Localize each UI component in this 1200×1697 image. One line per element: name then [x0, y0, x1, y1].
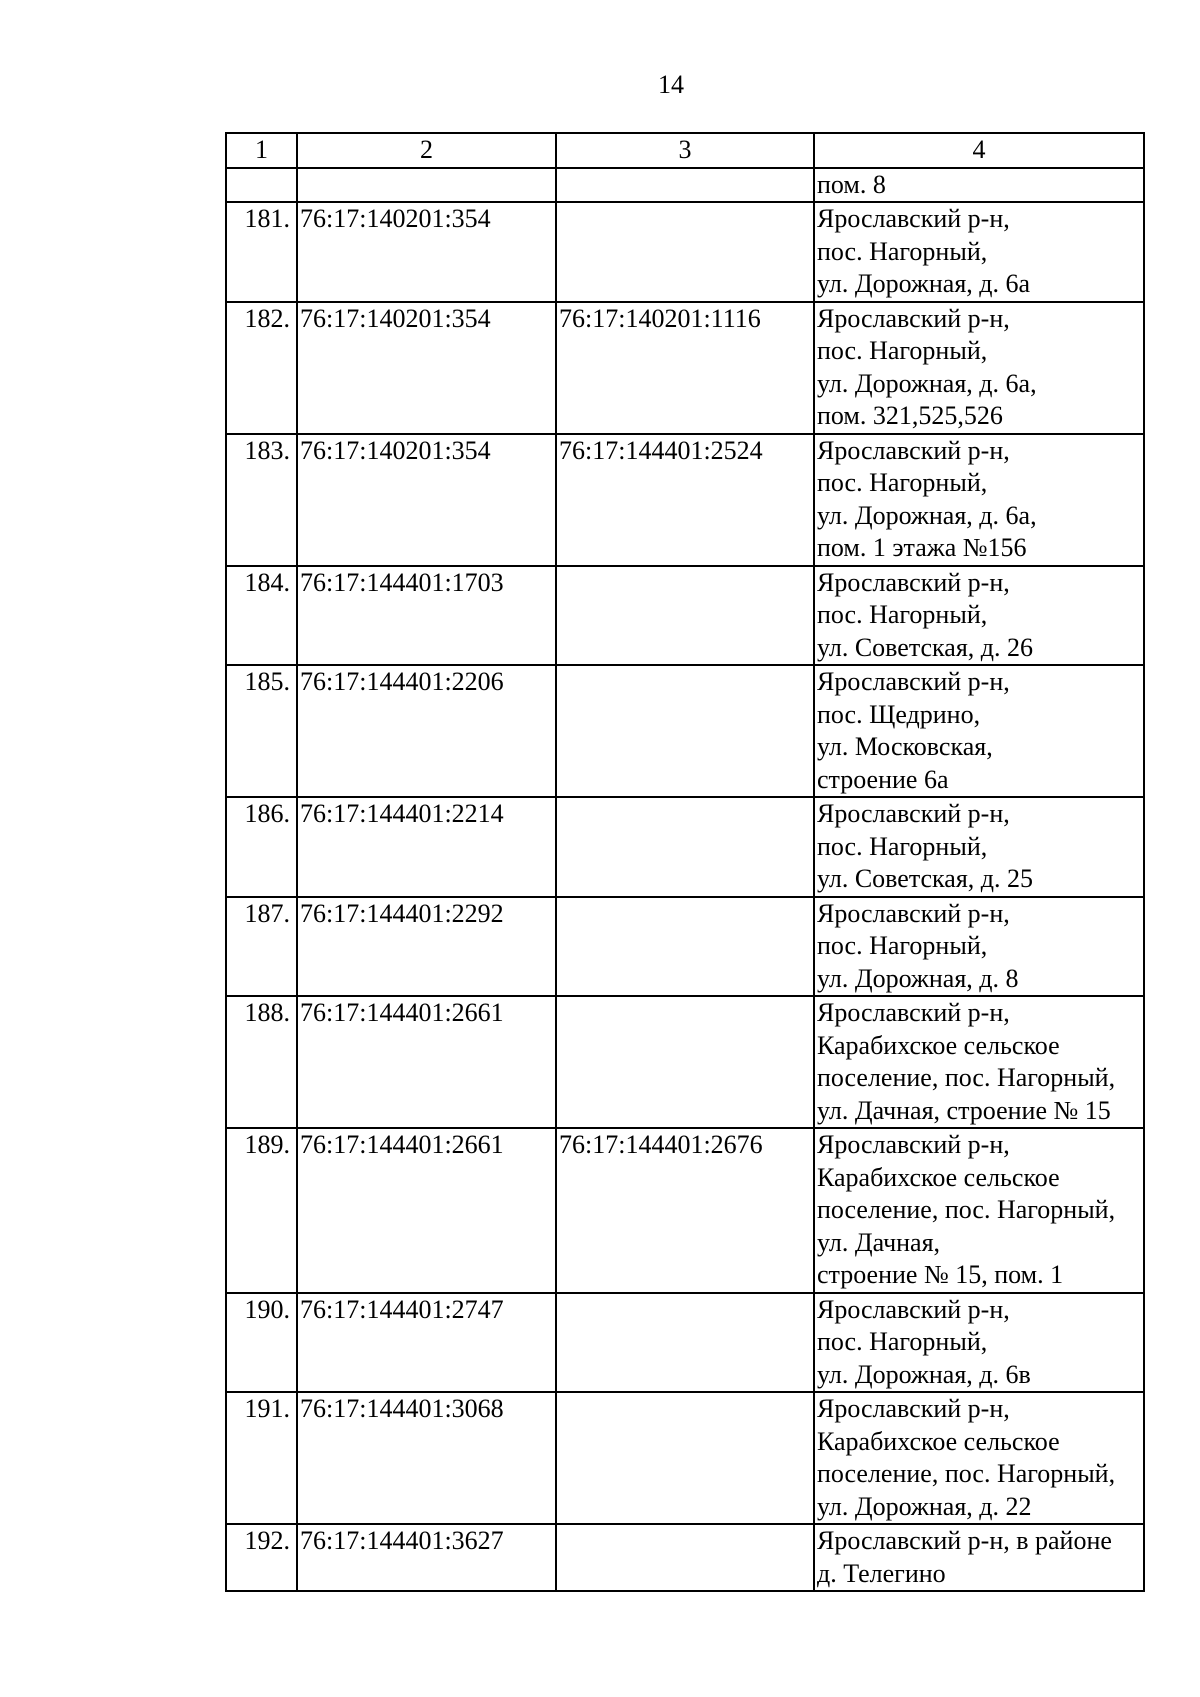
table-row	[226, 1293, 1144, 1393]
address-line: Ярославский р-н,	[817, 998, 1010, 1027]
object-cadastral-number-cell	[556, 202, 814, 302]
row-number-cell: 192.	[226, 1524, 297, 1591]
row-number-cell: 191.	[226, 1392, 297, 1524]
address-line: ул. Советская, д. 26	[817, 632, 1034, 662]
address-line: ул. Дорожная, д. 6а	[817, 269, 1031, 298]
object-cadastral-number-cell	[556, 996, 814, 1128]
address-line: пос. Нагорный,	[817, 336, 988, 365]
table-row	[226, 1128, 1144, 1293]
address-cell	[814, 996, 1144, 1128]
address-line: ул. Дорожная, д. 8	[817, 963, 1019, 993]
land-cadastral-number-cell	[297, 168, 556, 203]
row-number-cell: 182.	[226, 302, 297, 434]
address-line: пом. 8	[817, 169, 886, 199]
address-line: поселение, пос. Нагорный,	[817, 1459, 1116, 1488]
address-line: пос. Нагорный,	[817, 931, 988, 960]
row-number-cell: 189.	[226, 1128, 297, 1293]
object-cadastral-number-cell: 76:17:140201:1116	[556, 302, 814, 434]
address-line: Ярославский р-н,	[817, 567, 1010, 597]
object-cadastral-number-cell	[556, 797, 814, 897]
object-cadastral-number-cell: 76:17:144401:2524	[556, 434, 814, 566]
object-cadastral-number-cell	[556, 1524, 814, 1591]
address-line: поселение, пос. Нагорный,	[817, 1063, 1116, 1092]
object-cadastral-number-cell	[556, 897, 814, 997]
page-number: 14	[658, 70, 684, 99]
address-line: ул. Дорожная, д. 22	[817, 1491, 1032, 1521]
table-row	[226, 202, 1144, 302]
address-cell	[814, 665, 1144, 797]
address-line: поселение, пос. Нагорный,	[817, 1195, 1116, 1224]
table-row	[226, 897, 1144, 997]
row-number-cell: 185.	[226, 665, 297, 797]
address-line: Ярославский р-н,	[817, 1394, 1010, 1423]
table-row	[226, 1524, 1144, 1591]
object-cadastral-number-cell	[556, 1293, 814, 1393]
address-cell	[814, 1524, 1144, 1591]
address-line: строение № 15, пом. 1	[817, 1260, 1064, 1289]
address-line: Карабихское сельское	[817, 1426, 1060, 1456]
address-line: Ярославский р-н,	[817, 1130, 1010, 1159]
row-number-cell: 188.	[226, 996, 297, 1128]
land-cadastral-number-cell: 76:17:144401:3627	[297, 1524, 556, 1591]
address-line: Ярославский р-н,	[817, 204, 1010, 233]
address-cell	[814, 797, 1144, 897]
table-row	[226, 302, 1144, 434]
table-row	[226, 434, 1144, 566]
land-cadastral-number-cell: 76:17:144401:1703	[297, 566, 556, 666]
address-line: пос. Нагорный,	[817, 831, 988, 861]
land-cadastral-number-cell: 76:17:144401:2206	[297, 665, 556, 797]
land-cadastral-number-cell: 76:17:144401:2292	[297, 897, 556, 997]
address-line: ул. Советская, д. 25	[817, 864, 1034, 893]
land-cadastral-number-cell: 76:17:144401:2661	[297, 1128, 556, 1293]
address-line: ул. Дачная, строение № 15	[817, 1095, 1111, 1125]
address-line: ул. Дачная,	[817, 1227, 941, 1257]
row-number-cell: 181.	[226, 202, 297, 302]
address-line: Ярославский р-н,	[817, 898, 1010, 928]
address-line: пос. Нагорный,	[817, 1327, 988, 1356]
address-cell	[814, 302, 1144, 434]
address-line: пос. Щедрино,	[817, 699, 981, 729]
column-header: 3	[556, 133, 814, 168]
address-line: Ярославский р-н,	[817, 435, 1010, 465]
address-line: Ярославский р-н, в районе	[817, 1526, 1112, 1555]
object-cadastral-number-cell	[556, 665, 814, 797]
address-line: строение 6а	[817, 764, 949, 794]
registry-table	[225, 132, 1145, 1592]
row-number-cell: 186.	[226, 797, 297, 897]
land-cadastral-number-cell: 76:17:144401:2661	[297, 996, 556, 1128]
column-header: 4	[814, 133, 1144, 168]
column-header: 2	[297, 133, 556, 168]
land-cadastral-number-cell: 76:17:140201:354	[297, 302, 556, 434]
address-cell	[814, 1392, 1144, 1524]
land-cadastral-number-cell: 76:17:144401:2747	[297, 1293, 556, 1393]
address-line: Карабихское сельское	[817, 1030, 1060, 1060]
object-cadastral-number-cell: 76:17:144401:2676	[556, 1128, 814, 1293]
row-number-cell: 183.	[226, 434, 297, 566]
address-cell	[814, 1293, 1144, 1393]
object-cadastral-number-cell	[556, 1392, 814, 1524]
address-cell	[814, 897, 1144, 997]
address-line: ул. Дорожная, д. 6в	[817, 1359, 1031, 1389]
object-cadastral-number-cell	[556, 168, 814, 203]
table-row	[226, 168, 1144, 203]
row-number-cell	[226, 168, 297, 203]
address-line: Ярославский р-н,	[817, 799, 1010, 828]
address-line: пом. 321,525,526	[817, 401, 1003, 430]
address-line: пос. Нагорный,	[817, 600, 988, 629]
row-number-cell: 190.	[226, 1293, 297, 1393]
table-row	[226, 566, 1144, 666]
address-cell	[814, 168, 1144, 203]
land-cadastral-number-cell: 76:17:140201:354	[297, 202, 556, 302]
address-cell	[814, 566, 1144, 666]
address-line: пос. Нагорный,	[817, 236, 988, 266]
table-row	[226, 1392, 1144, 1524]
column-header: 1	[226, 133, 297, 168]
land-cadastral-number-cell: 76:17:144401:3068	[297, 1392, 556, 1524]
address-line: Ярославский р-н,	[817, 667, 1010, 696]
table-row	[226, 996, 1144, 1128]
address-line: Карабихское сельское	[817, 1162, 1060, 1192]
address-cell	[814, 202, 1144, 302]
address-line: Ярославский р-н,	[817, 1294, 1010, 1324]
land-cadastral-number-cell: 76:17:144401:2214	[297, 797, 556, 897]
address-line: д. Телегино	[817, 1558, 946, 1588]
table-row	[226, 797, 1144, 897]
address-line: ул. Московская,	[817, 732, 993, 761]
object-cadastral-number-cell	[556, 566, 814, 666]
address-line: пом. 1 этажа №156	[817, 533, 1027, 562]
address-line: ул. Дорожная, д. 6а,	[817, 368, 1037, 398]
row-number-cell: 184.	[226, 566, 297, 666]
header-row	[226, 133, 1144, 168]
land-cadastral-number-cell: 76:17:140201:354	[297, 434, 556, 566]
address-cell	[814, 1128, 1144, 1293]
address-cell	[814, 434, 1144, 566]
table-row	[226, 665, 1144, 797]
address-line: Ярославский р-н,	[817, 303, 1010, 333]
address-line: ул. Дорожная, д. 6а,	[817, 500, 1037, 530]
address-line: пос. Нагорный,	[817, 468, 988, 497]
row-number-cell: 187.	[226, 897, 297, 997]
